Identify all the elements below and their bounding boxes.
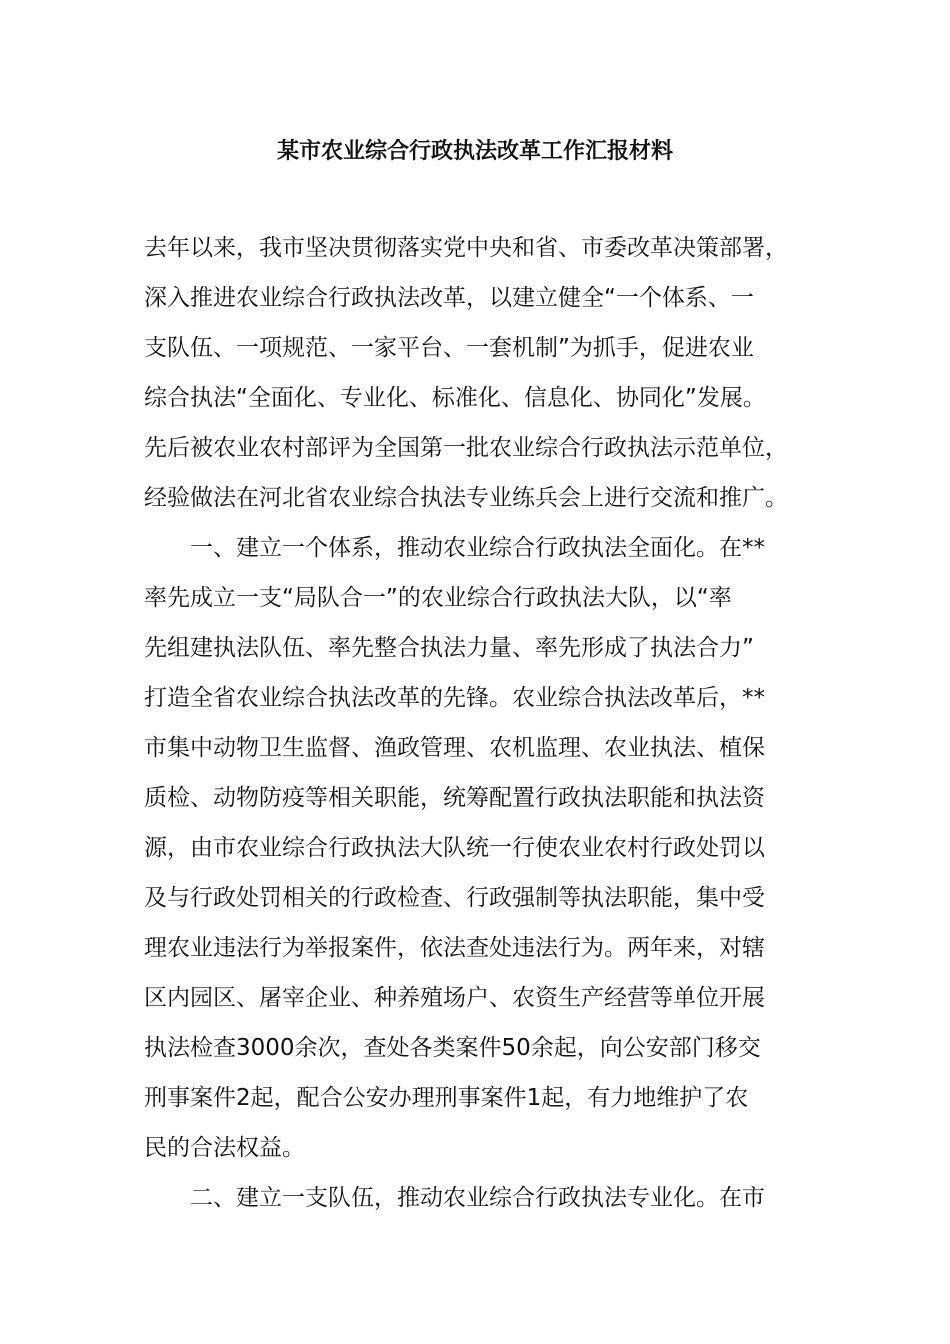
- text-line-4: 综合执法“全面化、专业化、标准化、信息化、协同化”发展。: [144, 385, 766, 411]
- text-line-5: 先后被农业农村部评为全国第一批农业综合行政执法示范单位，: [144, 435, 788, 461]
- text-line-11: 市集中动物卫生监督、渔政管理、农机监理、农业执法、植保: [144, 735, 765, 761]
- text-line-12: 质检、动物防疫等相关职能，统筹配置行政执法职能和执法资: [144, 785, 765, 811]
- text-line-14: 及与行政处罚相关的行政检查、行政强制等执法职能，集中受: [144, 885, 765, 911]
- text-line-8: 率先成立一支“局队合一”的农业综合行政执法大队，以“率: [144, 585, 732, 611]
- text-line-2: 深入推进农业综合行政执法改革，以建立健全“一个体系、一: [144, 285, 754, 311]
- section-1-first-line: 一、建立一个体系，推动农业综合行政执法全面化。在**: [190, 535, 765, 561]
- document-title: 某市农业综合行政执法改革工作汇报材料: [276, 139, 673, 164]
- section-2-first-line: 二、建立一支队伍，推动农业综合行政执法专业化。在市: [190, 1185, 765, 1211]
- text-line-9: 先组建执法队伍、率先整合执法力量、率先形成了执法合力”: [144, 635, 754, 661]
- text-line-17: 执法检查3000余次，查处各类案件50余起，向公安部门移交: [144, 1035, 761, 1061]
- text-line-15: 理农业违法行为举报案件，依法查处违法行为。两年来，对辖: [144, 935, 765, 961]
- text-line-19: 民的合法权益。: [144, 1135, 305, 1161]
- text-line-16: 区内园区、屠宰企业、种养殖场户、农资生产经营等单位开展: [144, 985, 765, 1011]
- text-line-10: 打造全省农业综合执法改革的先锋。农业综合执法改革后，**: [144, 685, 765, 711]
- text-line-3: 支队伍、一项规范、一家平台、一套机制”为抓手，促进农业: [144, 335, 754, 361]
- text-line-1: 去年以来，我市坚决贯彻落实党中央和省、市委改革决策部署，: [144, 235, 788, 261]
- text-line-6: 经验做法在河北省农业综合执法专业练兵会上进行交流和推广。: [144, 485, 788, 511]
- text-line-18: 刑事案件2起，配合公安办理刑事案件1起，有力地维护了农: [144, 1085, 749, 1111]
- text-line-13: 源，由市农业综合行政执法大队统一行使农业农村行政处罚以: [144, 835, 765, 861]
